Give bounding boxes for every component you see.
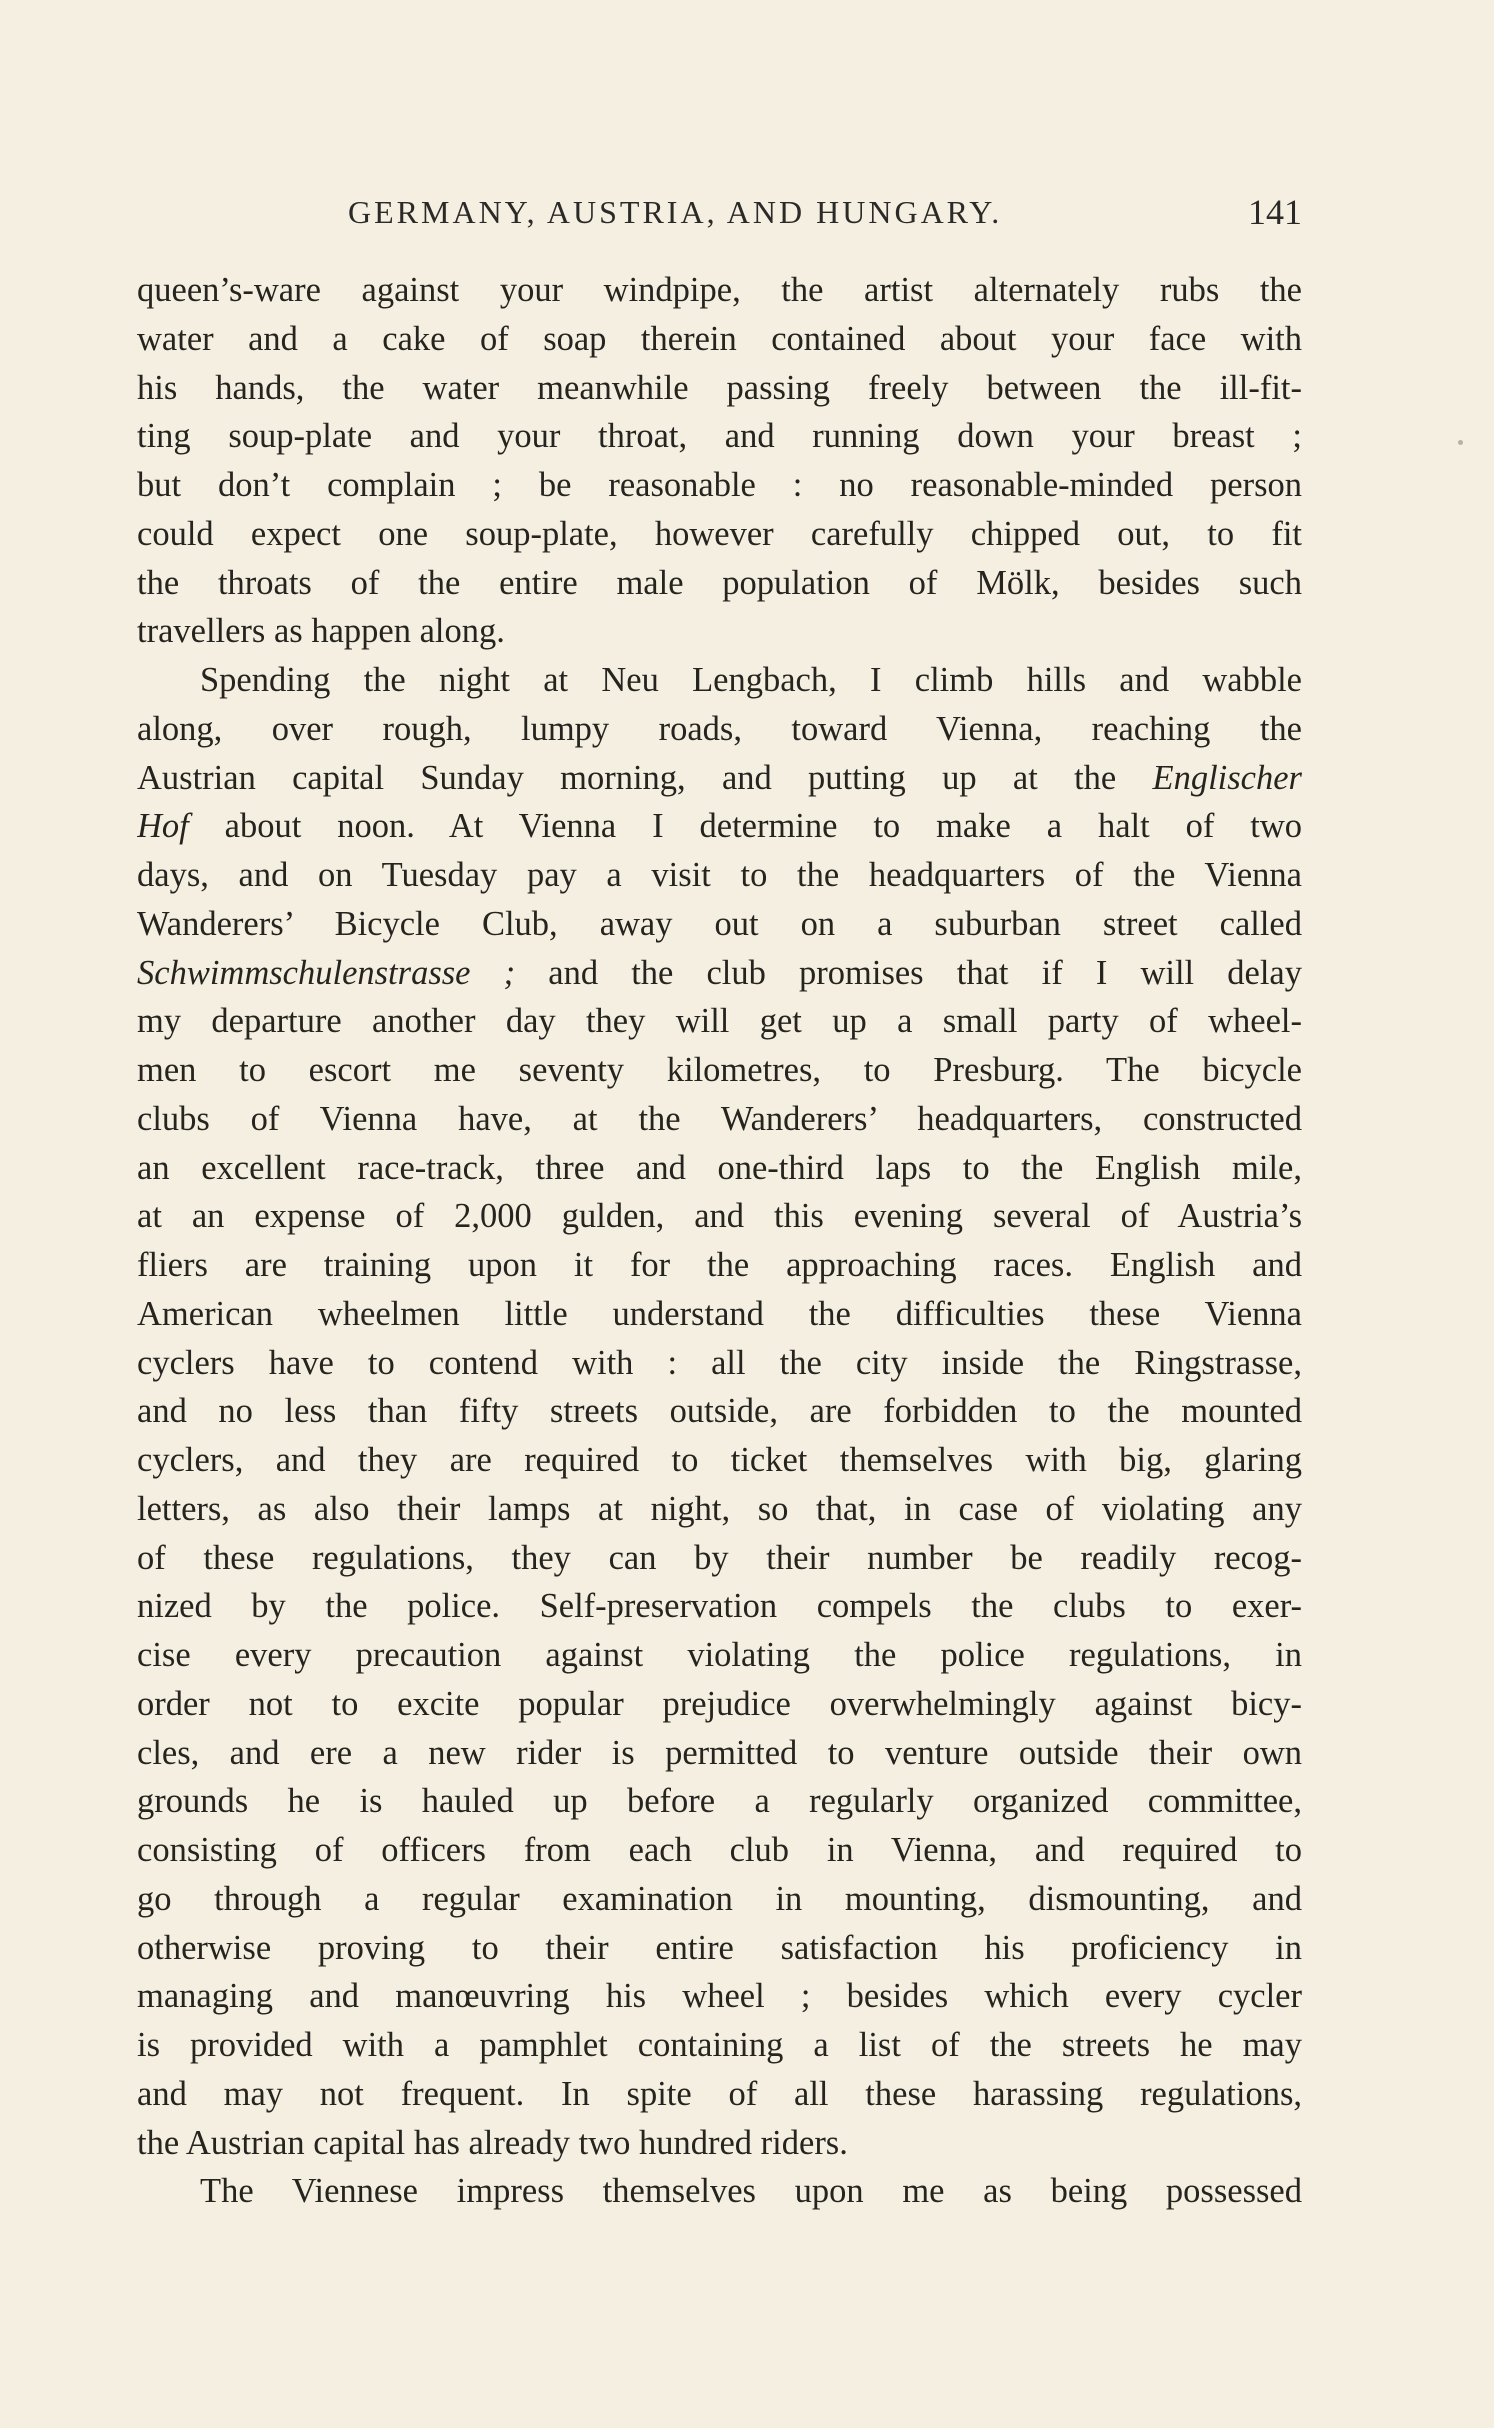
- text-line: [137, 1777, 1302, 1826]
- line-text: travellers as happen along.: [137, 612, 505, 651]
- running-title: GERMANY, AUSTRIA, AND HUNGARY.: [348, 194, 1003, 230]
- text-line: [137, 949, 1302, 998]
- line-text: water and a cake of soap therein contained about your face with: [137, 319, 1302, 358]
- line-text: along, over rough, lumpy roads, toward Vienna, reaching the: [137, 709, 1302, 748]
- line-text: The Viennese impress themselves upon me as being possessed: [200, 2172, 1302, 2211]
- text-line: [137, 315, 1302, 364]
- line-text: ting soup-plate and your throat, and running down your breast ;: [137, 417, 1302, 456]
- text-line: [137, 1192, 1302, 1241]
- line-text: Spending the night at Neu Lengbach, I climb hills and wabble: [200, 661, 1302, 699]
- text-line: [137, 1826, 1302, 1875]
- line-text: queen’s-ware against your windpipe, the artist alternately rubs the: [137, 271, 1302, 309]
- line-text: and the club promises that if I will delay: [515, 953, 1302, 992]
- text-line: [137, 900, 1302, 949]
- line-text: an excellent race-track, three and one-third laps to the English mile,: [137, 1148, 1302, 1187]
- line-text: and may not frequent. In spite of all these harassing regulations,: [137, 2074, 1302, 2113]
- text-line: [137, 997, 1302, 1046]
- page-number: 141: [1248, 192, 1302, 232]
- line-text: men to escort me seventy kilometres, to Presburg. The bicycle: [137, 1051, 1302, 1089]
- line-text: cyclers, and they are required to ticket themselves with big, glaring: [137, 1441, 1302, 1479]
- line-text: go through a regular examination in mounting, dismounting, and: [137, 1879, 1302, 1918]
- text-line: [137, 1972, 1302, 2021]
- text-line: [137, 461, 1302, 510]
- line-text: cyclers have to contend with : all the city inside the Ringstrasse,: [137, 1343, 1302, 1382]
- text-line: [137, 656, 1302, 705]
- line-text: grounds he is hauled up before a regularly organized committee,: [137, 1782, 1302, 1821]
- text-line: [137, 802, 1302, 851]
- line-text: clubs of Vienna have, at the Wanderers’ headquarters, constructed: [137, 1099, 1302, 1138]
- text-line: [137, 1144, 1302, 1193]
- line-text: is provided with a pamphlet containing a list of the streets he may: [137, 2026, 1302, 2064]
- text-line: [137, 851, 1302, 900]
- text-line: [137, 1046, 1302, 1095]
- text-line: [137, 510, 1302, 559]
- text-line: [137, 266, 1302, 315]
- line-text: could expect one soup-plate, however carefully chipped out, to fit: [137, 514, 1302, 553]
- text-line: [137, 705, 1302, 754]
- line-text: otherwise proving to their entire satisfaction his proficiency in: [137, 1928, 1302, 1967]
- line-text: his hands, the water meanwhile passing freely between the ill-fit-: [137, 368, 1302, 407]
- text-line: [137, 559, 1302, 608]
- text-line: [137, 1485, 1302, 1534]
- line-text: cles, and ere a new rider is permitted to venture outside their own: [137, 1733, 1302, 1772]
- text-line: [137, 1290, 1302, 1339]
- italic-text: Schwimmschulenstrasse ;: [137, 953, 516, 992]
- text-line: [137, 1241, 1302, 1290]
- text-line: [137, 1095, 1302, 1144]
- line-text: fliers are training upon it for the approaching races. English and: [137, 1246, 1302, 1284]
- margin-speck: [1458, 440, 1463, 445]
- text-line: [137, 1729, 1302, 1778]
- line-text: managing and manœuvring his wheel ; besides which every cycler: [137, 1977, 1302, 2016]
- line-text: my departure another day they will get up a small party of wheel-: [137, 1002, 1302, 1041]
- text-line: [137, 1875, 1302, 1924]
- text-line: [137, 1534, 1302, 1583]
- line-text: American wheelmen little understand the difficulties these Vienna: [137, 1294, 1302, 1333]
- running-head: [137, 186, 1302, 246]
- text-line: [137, 1339, 1302, 1388]
- line-text: the Austrian capital has already two hundred riders.: [137, 2123, 848, 2162]
- italic-text: Englischer: [1152, 758, 1302, 797]
- body-text: [137, 266, 1302, 2216]
- text-line: [137, 2070, 1302, 2119]
- line-text: consisting of officers from each club in Vienna, and required to: [137, 1831, 1302, 1869]
- line-text: but don’t complain ; be reasonable : no reasonable-minded person: [137, 466, 1302, 504]
- text-line: [137, 754, 1302, 803]
- line-text: cise every precaution against violating the police regulations, in: [137, 1636, 1302, 1674]
- text-line: [137, 1436, 1302, 1485]
- line-text: nized by the police. Self-preservation compels the clubs to exer-: [137, 1587, 1302, 1626]
- text-line: [137, 412, 1302, 461]
- text-line: [137, 607, 1302, 656]
- line-text: Austrian capital Sunday morning, and putting up at the: [137, 758, 1153, 797]
- line-text: letters, as also their lamps at night, so that, in case of violating any: [137, 1489, 1302, 1528]
- line-text: the throats of the entire male population of Mölk, besides such: [137, 563, 1302, 602]
- line-text: of these regulations, they can by their number be readily recog-: [137, 1538, 1302, 1577]
- text-line: [137, 1387, 1302, 1436]
- line-text: at an expense of 2,000 gulden, and this evening several of Austria’s: [137, 1197, 1302, 1236]
- line-text: days, and on Tuesday pay a visit to the headquarters of the Vienna: [137, 856, 1302, 894]
- line-text: order not to excite popular prejudice overwhelmingly against bicy-: [137, 1684, 1302, 1723]
- text-line: [137, 364, 1302, 413]
- text-line: [137, 1582, 1302, 1631]
- line-text: about noon. At Vienna I determine to make a halt of two: [188, 807, 1302, 846]
- line-text: and no less than fifty streets outside, are forbidden to the mounted: [137, 1392, 1302, 1431]
- text-line: [137, 1680, 1302, 1729]
- text-line: [137, 1631, 1302, 1680]
- text-line: [137, 2119, 1302, 2168]
- text-line: [137, 2021, 1302, 2070]
- line-text: Wanderers’ Bicycle Club, away out on a suburban street called: [137, 904, 1302, 943]
- italic-text: Hof: [137, 807, 189, 846]
- text-line: [137, 1924, 1302, 1973]
- text-line: [137, 2167, 1302, 2216]
